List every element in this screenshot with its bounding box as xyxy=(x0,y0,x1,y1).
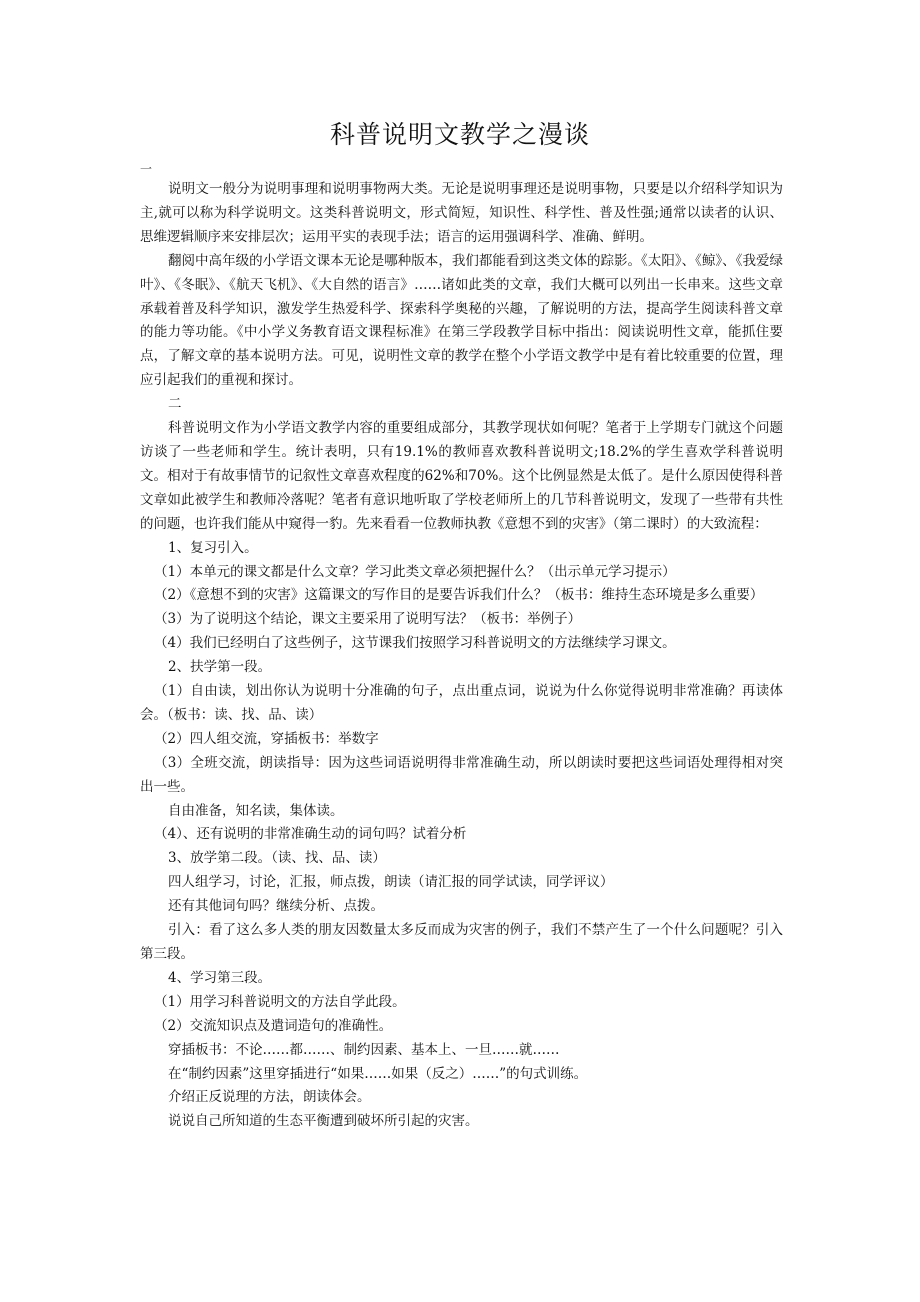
step-heading: 4、学习第三段。 xyxy=(168,969,272,986)
section-marker-two: 二 xyxy=(168,396,182,413)
document-body xyxy=(140,160,783,1134)
step-item: （1）用学习科普说明文的方法自学此段。 xyxy=(154,993,406,1010)
step-item: （3）全班交流，朗读指导：因为这些词语说明得非常准确生动，所以朗读时要把这些词语处理得相对突出一些。 xyxy=(140,754,783,795)
step-item: （2）《意想不到的灾害》这篇课文的写作目的是要告诉我们什么？（板书：维持生态环境是多么重要） xyxy=(154,587,764,604)
step-item: （4）、还有说明的非常准确生动的词句吗？试着分析 xyxy=(154,826,467,843)
step-heading: 3、放学第二段。（读、找、品、读） xyxy=(168,850,386,867)
step-heading: 2、扶学第一段。 xyxy=(168,659,272,676)
step-item: 说说自己所知道的生态平衡遭到破坏所引起的灾害。 xyxy=(168,1113,479,1130)
step-item: 四人组学习，讨论，汇报，师点拨，朗读（请汇报的同学试读，同学评议） xyxy=(168,874,614,891)
step-item: （2）交流知识点及遣词造句的准确性。 xyxy=(154,1017,393,1034)
step-item: （1）本单元的课文都是什么文章？学习此类文章必须把握什么？（出示单元学习提示） xyxy=(154,563,676,580)
step-item: 还有其他词句吗？继续分析、点拨。 xyxy=(168,898,384,915)
step-item: （2）四人组交流，穿插板书：举数字 xyxy=(154,730,379,747)
step-item: 自由准备，知名读，集体读。 xyxy=(168,802,344,819)
step-item: 引入：看了这么多人类的朋友因数量太多反而成为灾害的例子，我们不禁产生了一个什么问题呢？引入第三段。 xyxy=(140,922,783,962)
step-item: （1）自由读，划出你认为说明十分准确的句子，点出重点词，说说为什么你觉得说明非常准确？再读体会。（板书：读、找、品、读） xyxy=(140,683,783,723)
paragraph: 翻阅中高年级的小学语文课本无论是哪种版本，我们都能看到这类文体的踪影。《太阳》、《鲸》、《我爱绿叶》、《冬眠》、《航天飞机》、《大自然的语言》……诸如此类的文章，我们大概可以列出一长串来。这些文章承载着普及科学知识，激发学生热爱科学、探索科学奥秘的兴趣，了解说明的方法，提高学生阅读科普文章的能力等功能。《中小学义务教育语文课程标准》在第三学段教学目标中指出：阅读说明性文章，能抓住要点，了解文章的基本说明方法。可见，说明性文章的教学在整个小学语文教学中是有着比较重要的位置，理应引起我们的重视和探讨。 xyxy=(140,252,783,389)
step-item: 在“制约因素”这里穿插进行“如果……如果（反之）……”的句式训练。 xyxy=(168,1065,588,1082)
step-heading: 1、复习引入。 xyxy=(168,539,258,556)
step-item: （4）我们已经明白了这些例子，这节课我们按照学习科普说明文的方法继续学习课文。 xyxy=(154,635,676,652)
document-title: 科普说明文教学之漫谈 xyxy=(329,120,590,149)
paragraph: 科普说明文作为小学语文教学内容的重要组成部分，其教学现状如何呢？笔者于上学期专门就这个问题访谈了一些老师和学生。统计表明，只有19.1%的教师喜欢教科普说明文;18.2%的学生喜欢学科普说明文。相对于有故事情节的记叙性文章喜欢程度的62%和70%。这个比例显然是太低了。是什么原因使得科普文章如此被学生和教师冷落呢？笔者有意识地听取了学校老师所上的几节科普说明文，发现了一些带有共性的问题，也许我们能从中窥得一豹。先来看看一位教师执教《意想不到的灾害》（第二课时）的大致流程： xyxy=(140,420,783,532)
section-marker-one: 一 xyxy=(140,162,153,176)
step-item: 介绍正反说理的方法，朗读体会。 xyxy=(168,1089,371,1106)
paragraph: 说明文一般分为说明事理和说明事物两大类。无论是说明事理还是说明事物，只要是以介绍科学知识为主,就可以称为科学说明文。这类科普说明文，形式简短，知识性、科学性、普及性强;通常以读者的认识、思维逻辑顺序来安排层次；运用平实的表现手法；语言的运用强调科学、准确、鲜明。 xyxy=(140,181,783,245)
step-item: （3）为了说明这个结论，课文主要采用了说明写法？（板书：举例子） xyxy=(154,611,582,628)
step-item: 穿插板书：不论……都……、制约因素、基本上、一旦……就…… xyxy=(168,1041,560,1058)
